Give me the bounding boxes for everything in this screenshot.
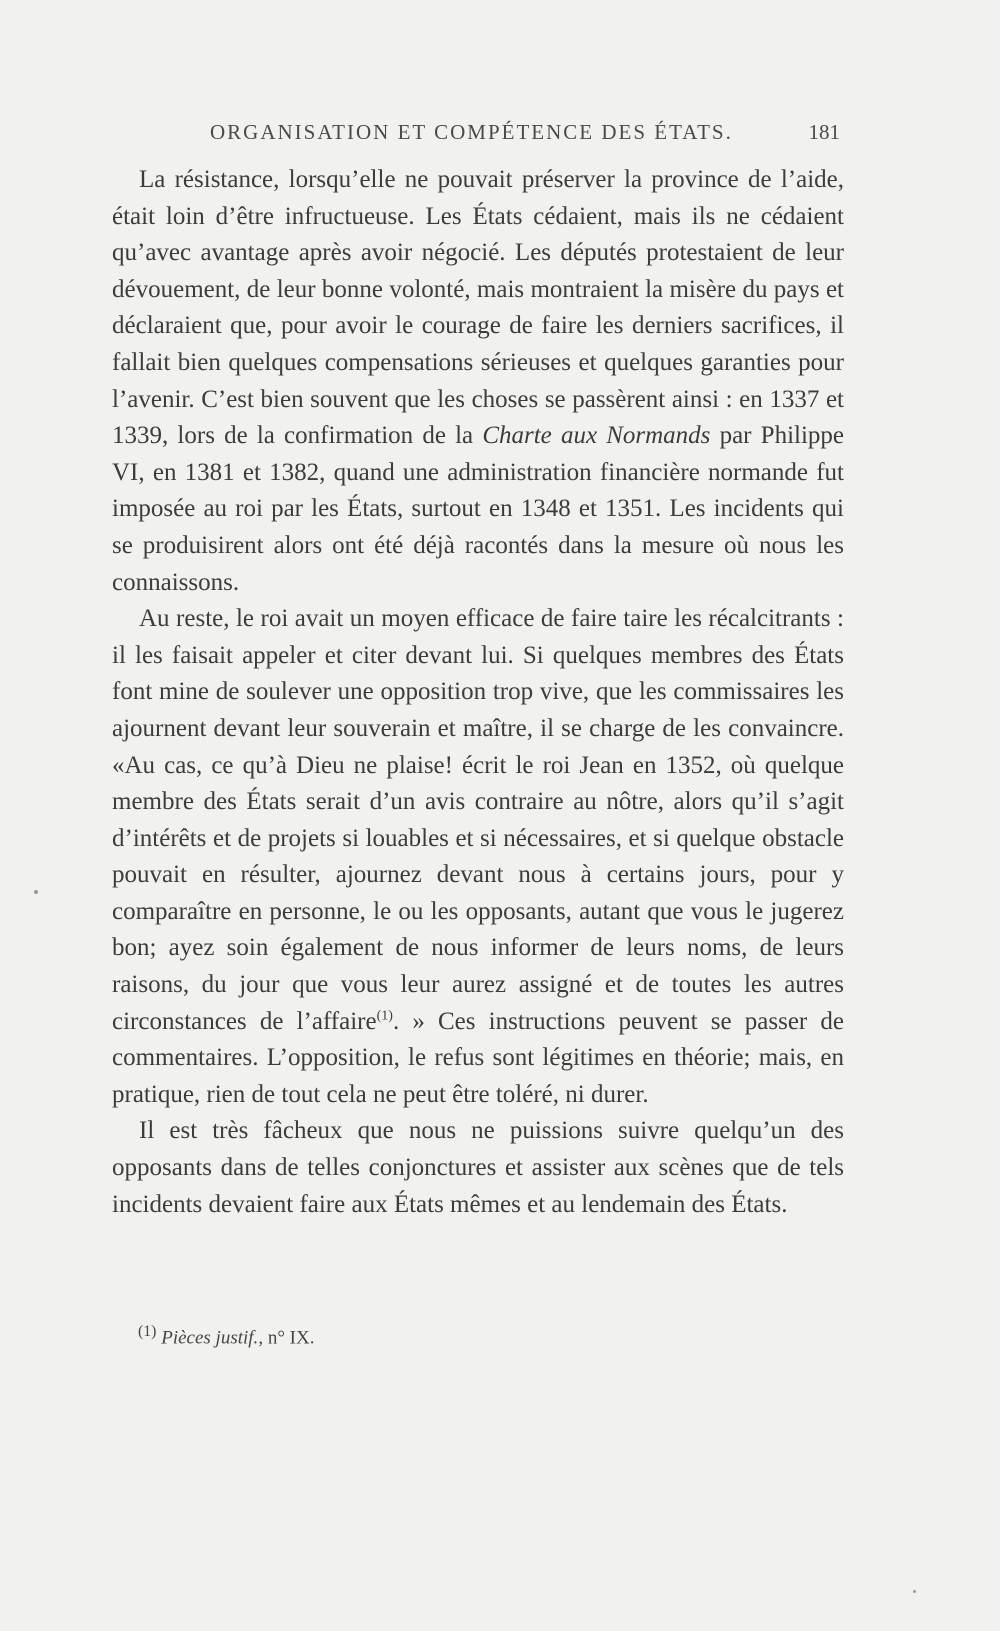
paragraph	[112, 1113, 844, 1223]
footnote-reference: (1)	[376, 1008, 393, 1024]
footnote-citation: Pièces justif.	[161, 1327, 259, 1349]
italic-title: Charte aux Normands	[482, 422, 711, 450]
paragraph-text: Il est très fâcheux que nous ne puissions suivre quelqu’un des opposants dans de telles conjonctures et assister aux scènes que de tels incidents devaient faire aux États mêmes et au lendemain des États.	[112, 1117, 844, 1218]
running-title: ORGANISATION ET COMPÉTENCE DES ÉTATS.	[210, 120, 733, 144]
paragraph	[112, 601, 844, 1113]
footnote	[138, 1323, 738, 1349]
running-head	[210, 120, 840, 150]
body-text	[112, 162, 844, 1223]
footnote-rest: , n° IX.	[258, 1327, 315, 1349]
paper-speck	[913, 1590, 916, 1593]
paragraph-text: . » Ces instructions peuvent se passer de commentaires. L’opposition, le refus sont légitimes en théorie; mais, en pratique, rien de tout cela ne peut être toléré, ni durer.	[112, 1007, 845, 1108]
paragraph-text: La résistance, lorsqu’elle ne pouvait préserver la province de l’aide, était loin d’être infructueuse. Les États cédaient, mais ils ne cédaient qu’avec avantage après avoir négocié. Les députés protestaient de leur dévouement, de leur bonne volonté, mais montraient la misère du pays et déclaraient que, pour avoir le courage de faire les derniers sacrifices, il fallait bien quelques compensations sérieuses et quelques garanties pour l’avenir. C’est bien souvent que les choses se passèrent ainsi : en 1337 et 1339, lors de la confirmation de la	[112, 166, 844, 450]
page-number: 181	[808, 120, 840, 144]
footnote-marker: (1)	[138, 1323, 157, 1340]
paragraph	[112, 162, 844, 601]
paragraph-text: Au reste, le roi avait un moyen efficace de faire taire les récalcitrants : il les faisait appeler et citer devant lui. Si quelques membres des États font mine de soulever une opposition trop vive, que les commissaires les ajournent devant leur souverain et maître, il se charge de les convaincre. «Au cas, ce qu’à Dieu ne plaise! écrit le roi Jean en 1352, où quelque membre des États serait d’un avis contraire au nôtre, alors qu’il s’agit d’intérêts et de projets si louables et si nécessaires, et si quelque obstacle pouvait en résulter, ajournez devant nous à certains jours, pour y comparaître en personne, le ou les opposants, autant que vous le jugerez bon; ayez soin également de nous informer de leurs noms, de leurs raisons, du jour que vous leur aurez assigné et de toutes les autres circonstances de l’affaire	[112, 605, 844, 1035]
paragraph-text: par Philippe VI, en 1381 et 1382, quand une administration financière normande fut imposée au roi par les États, surtout en 1348 et 1351. Les incidents qui se produisirent alors ont été déjà racontés dans la mesure où nous les connaissons.	[112, 422, 845, 596]
paper-speck	[34, 890, 38, 894]
